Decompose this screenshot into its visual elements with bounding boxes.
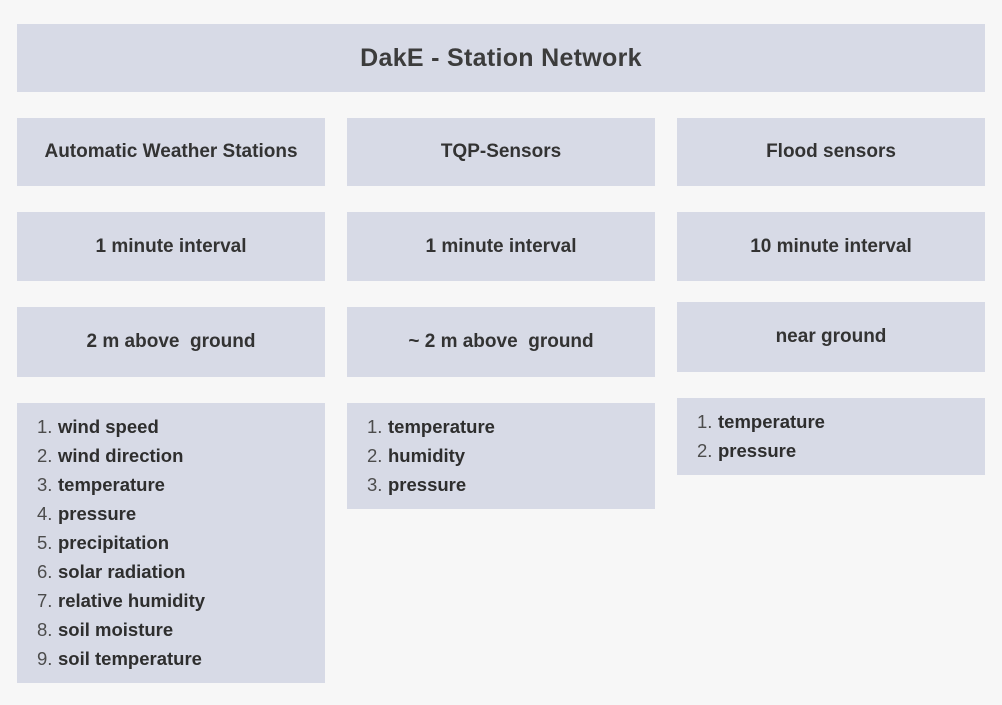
list-item-label: temperature [388,416,495,437]
list-item-label: temperature [718,411,825,432]
column-header-flood [677,118,985,186]
height-box-tqp [347,307,655,377]
list-item [367,470,641,499]
list-item-label: pressure [388,474,467,495]
interval-aws-label: 1 minute interval [95,235,247,257]
page-title [17,24,985,92]
list-item-label: soil moisture [58,619,174,640]
list-item-number: 3. [37,474,53,495]
list-item-number: 5. [37,532,53,553]
interval-flood-label: 10 minute interval [750,235,912,257]
list-item [697,436,971,465]
list-item [37,557,311,586]
list-item [37,441,311,470]
list-item-number: 2. [367,445,383,466]
column-header-tqp [347,118,655,186]
list-item-label: solar radiation [58,561,186,582]
list-item-label: humidity [388,445,466,466]
list-item-number: 4. [37,503,53,524]
page-title-text: DakE - Station Network [360,43,642,72]
list-item [37,528,311,557]
column-header-aws [17,118,325,186]
station-grid [17,118,985,683]
measurement-list-aws [17,403,325,683]
list-item [37,499,311,528]
list-item-label: wind speed [58,416,159,437]
list-item [37,412,311,441]
list-item [367,412,641,441]
list-item [367,441,641,470]
column-header-flood-label: Flood sensors [766,141,896,162]
list-item-label: relative humidity [58,590,206,611]
column-header-aws-label: Automatic Weather Stations [44,141,298,162]
height-tqp-label: ~ 2 m above ground [408,331,594,352]
interval-tqp-label: 1 minute interval [425,235,577,257]
list-item-number: 2. [37,445,53,466]
list-item-label: temperature [58,474,165,495]
list-item-label: wind direction [58,445,184,466]
list-item [697,407,971,436]
list-item-number: 3. [367,474,383,495]
list-item-number: 1. [37,416,53,437]
measurement-list-flood [677,398,985,475]
list-item [37,470,311,499]
list-item [37,586,311,615]
list-item [37,644,311,673]
interval-box-tqp [347,212,655,281]
list-item-number: 2. [697,440,713,461]
measurement-list-tqp [347,403,655,509]
height-box-aws [17,307,325,377]
list-item-number: 8. [37,619,53,640]
list-item [37,615,311,644]
list-item-label: soil temperature [58,648,202,669]
list-item-label: precipitation [58,532,170,553]
list-item-number: 9. [37,648,53,669]
height-box-flood [677,302,985,372]
height-flood-label: near ground [775,326,887,347]
list-item-label: pressure [718,440,797,461]
list-item-number: 7. [37,590,53,611]
height-aws-label: 2 m above ground [86,331,256,352]
list-item-number: 1. [367,416,383,437]
column-header-tqp-label: TQP-Sensors [440,141,562,162]
interval-box-flood [677,212,985,281]
list-item-label: pressure [58,503,137,524]
interval-box-aws [17,212,325,281]
list-item-number: 1. [697,411,713,432]
list-item-number: 6. [37,561,53,582]
